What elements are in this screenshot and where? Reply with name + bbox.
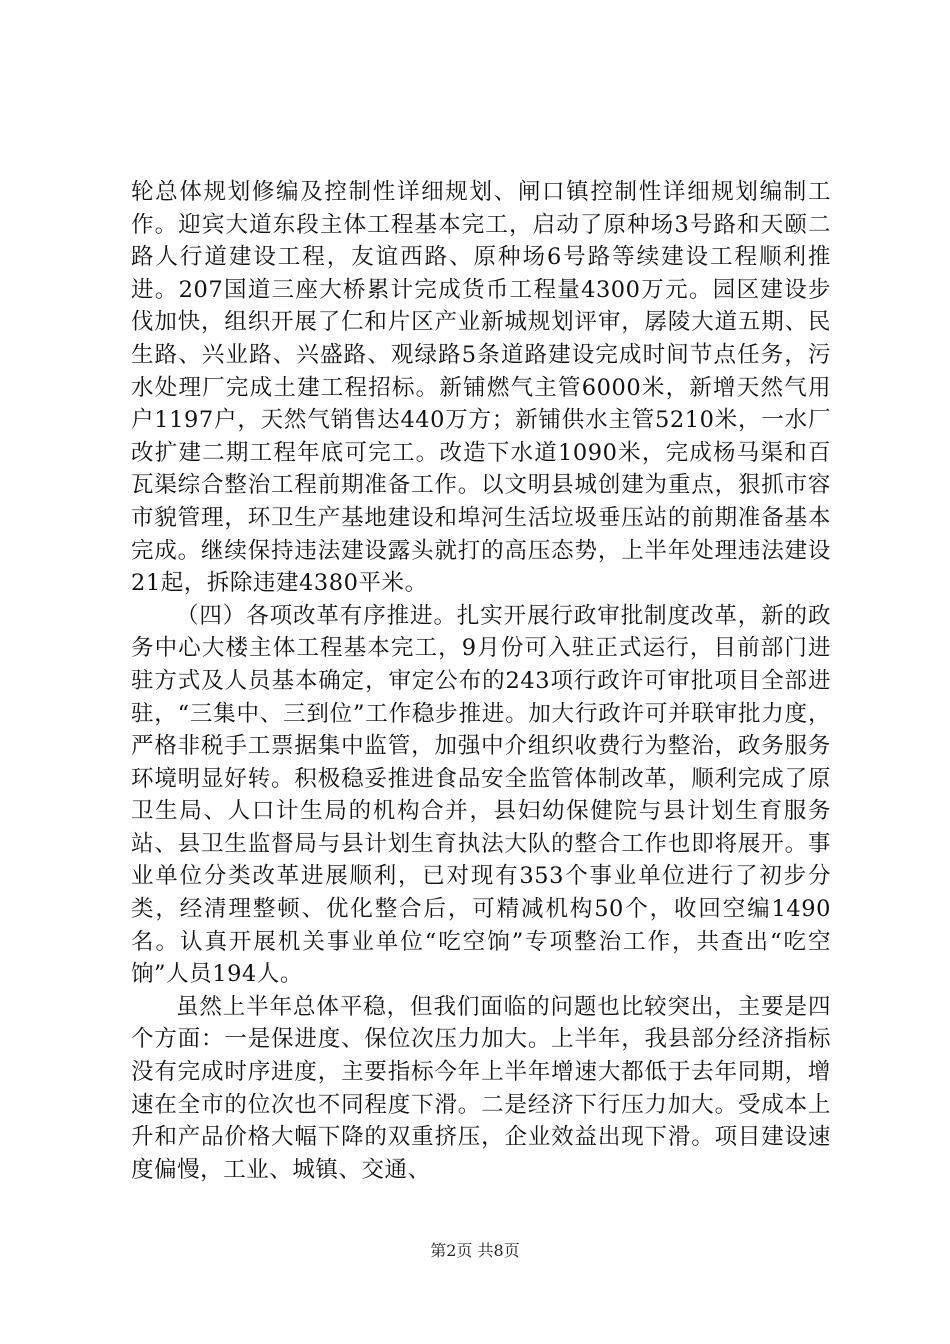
paragraph-problems: 虽然上半年总体平稳，但我们面临的问题也比较突出，主要是四个方面：一是保进度、保位次压力加大。上半年，我县部分经济指标没有完成时序进度，主要指标今年上半年增速大都低于去年同期，增速在全市的位次也不同程度下滑。二是经济下行压力加大。受成本上升和产品价格大幅下降的双重挤压，企业效益出现下滑。项目建设速度偏慢，工业、城镇、交通、 <box>131 993 831 1183</box>
document-body <box>131 176 831 1186</box>
page-number-footer: 第2页 共8页 <box>430 1241 520 1260</box>
paragraph-reform-progress: （四）各项改革有序推进。扎实开展行政审批制度改革，新的政务中心大楼主体工程基本完工，9月份可入驻正式运行，目前部门进驻方式及人员基本确定，审定公布的243项行政许可审批项目全部进驻，“三集中、三到位”工作稳步推进。加大行政许可并联审批力度，严格非税手工票据集中监管，加强中介组织收费行为整治，政务服务环境明显好转。积极稳妥推进食品安全监管体制改革，顺利完成了原卫生局、人口计生局的机构合并，县妇幼保健院与县计划生育服务站、县卫生监督局与县计划生育执法大队的整合工作也即将展开。事业单位分类改革进展顺利，已对现有353个事业单位进行了初步分类，经清理整顿、优化整合后，可精减机构50个，收回空编1490名。认真开展机关事业单位“吃空饷”专项整治工作，共查出“吃空饷”人员194人。 <box>131 602 831 988</box>
paragraph-planning-construction: 轮总体规划修编及控制性详细规划、闸口镇控制性详细规划编制工作。迎宾大道东段主体工程基本完工，启动了原种场3号路和天颐二路人行道建设工程，友谊西路、原种场6号路等续建设工程顺利推进。207国道三座大桥累计完成货币工程量4300万元。园区建设步伐加快，组织开展了仁和片区产业新城规划评审，孱陵大道五期、民生路、兴业路、兴盛路、观绿路5条道路建设完成时间节点任务，污水处理厂完成土建工程招标。新铺燃气主管6000米，新增天然气用户1197户，天然气销售达440万方；新铺供水主管5210米，一水厂改扩建二期工程年底可完工。改造下水道1090米，完成杨马渠和百瓦渠综合整治工程前期准备工作。以文明县城创建为重点，狠抓市容市貌管理，环卫生产基地建设和埠河生活垃圾垂压站的前期准备基本完成。继续保持违法建设露头就打的高压态势，上半年处理违法建设21起，拆除违建4380平米。 <box>131 179 831 597</box>
